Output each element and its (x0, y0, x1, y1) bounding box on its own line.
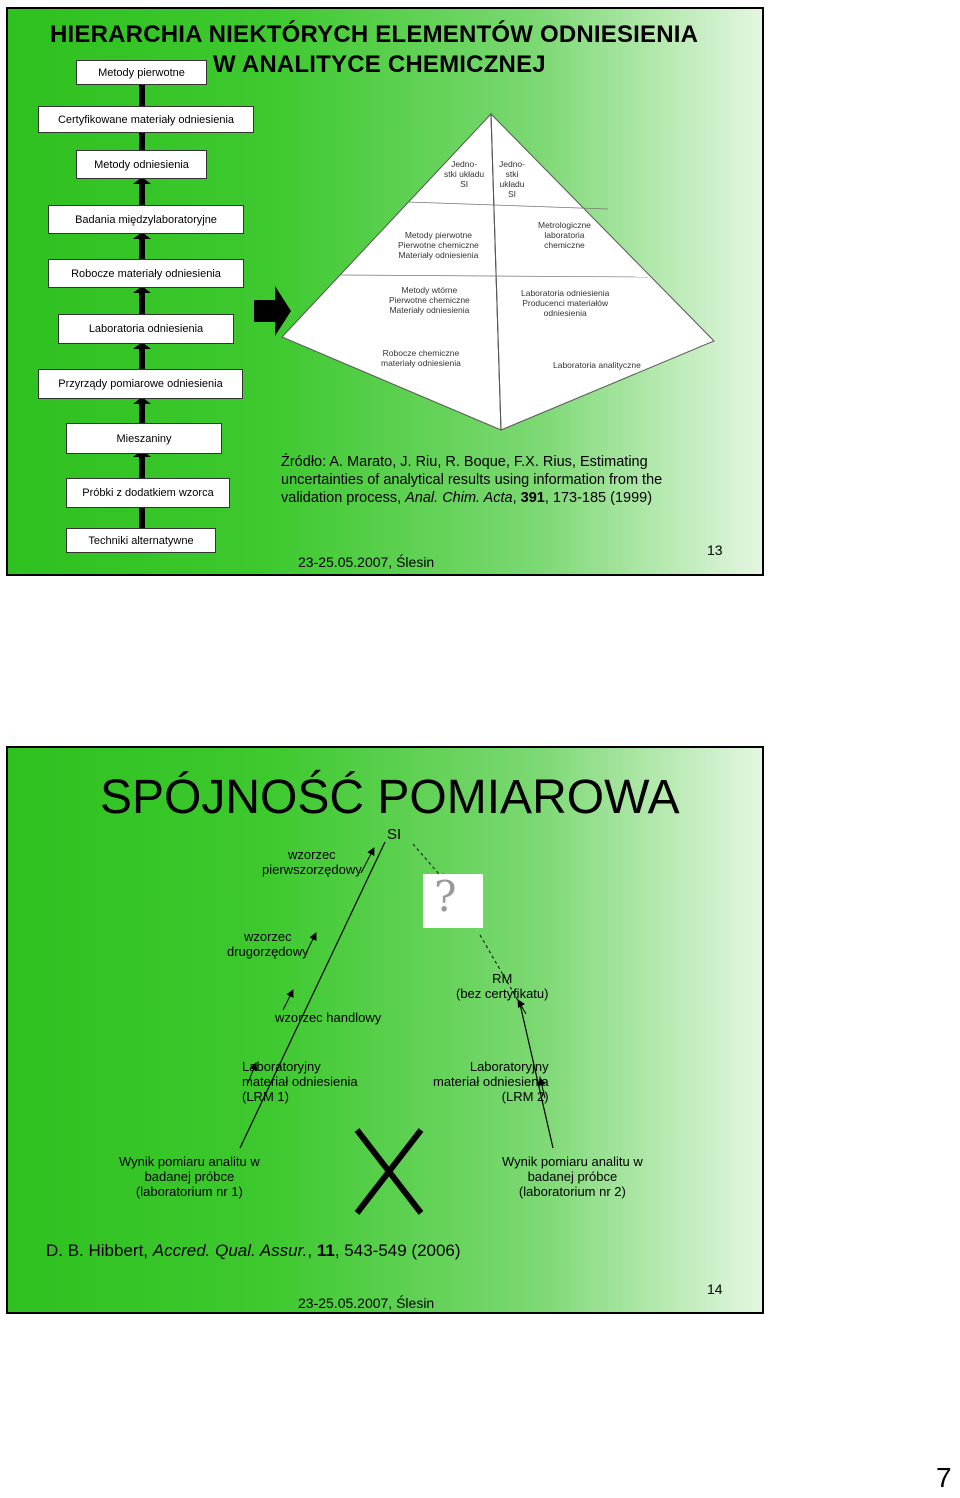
slide-13 (6, 7, 764, 576)
pyramid-right-level2: Laboratoria odniesienia Producenci materiałów odniesienia (521, 288, 610, 318)
source-line3: validation process, Anal. Chim. Acta, 391, 173-185 (1999) (281, 490, 653, 506)
source-line2: uncertainties of analytical results using information from the (281, 472, 663, 488)
pyramid-left-level3: Robocze chemiczne materiały odniesienia (381, 348, 461, 368)
slide-title: SPÓJNOŚĆ POMIAROWA (100, 771, 680, 824)
slide-date: 23-25.05.2007, Ślesin (298, 1295, 435, 1311)
result-lab2: Wynik pomiaru analitu w badanej próbce (laboratorium nr 2) (502, 1154, 643, 1199)
slide-date: 23-25.05.2007, Ślesin (298, 554, 435, 570)
pyramid-left-level1: Metody pierwotne Pierwotne chemiczne Materiały odniesienia (398, 230, 479, 260)
chain-box-reference-instruments: Przyrządy pomiarowe odniesienia (38, 369, 243, 399)
question-mark-icon: ? (434, 872, 457, 921)
chain-box-reference-methods: Metody odniesienia (76, 150, 207, 179)
source-citation (281, 453, 662, 507)
chain-box-alternative-techniques: Techniki alternatywne (66, 528, 216, 553)
chain-box-mixtures: Mieszaniny (66, 423, 222, 454)
slide-14 (6, 746, 764, 1314)
lrm1-label: Laboratoryjny materiał odniesienia (LRM 1) (242, 1059, 358, 1104)
chain-box-primary-methods: Metody pierwotne (76, 60, 207, 85)
chain-box-reference-labs: Laboratoria odniesienia (58, 314, 234, 344)
slide-title-line2: W ANALITYCE CHEMICZNEJ (213, 51, 546, 78)
page-number: 7 (936, 1462, 952, 1493)
working-standard: wzorzec handlowy (275, 1010, 382, 1025)
slide-number: 14 (707, 1281, 723, 1297)
reference-citation: D. B. Hibbert, Accred. Qual. Assur., 11, 543-549 (2006) (46, 1241, 461, 1260)
pyramid-apex-left: Jedno- stki układu SI (444, 159, 485, 189)
rm-label: RM (bez certyfikatu) (456, 971, 549, 1001)
pyramid-right-level3: Laboratoria analityczne (553, 360, 641, 370)
slide-title-line1: HIERARCHIA NIEKTÓRYCH ELEMENTÓW ODNIESIENIA (50, 21, 699, 48)
traceability-diagram (8, 748, 764, 1314)
chain-box-spiked-samples: Próbki z dodatkiem wzorca (66, 478, 230, 508)
chain-box-interlab: Badania międzylaboratoryjne (48, 205, 244, 234)
pyramid-apex-right: Jedno- stki układu SI (499, 159, 525, 199)
chain-box-working-rm: Robocze materiały odniesienia (48, 259, 244, 288)
primary-standard: wzorzec pierwszorzędowy (262, 847, 362, 877)
slide-number: 13 (707, 542, 723, 558)
result-lab1: Wynik pomiaru analitu w badanej próbce (laboratorium nr 1) (119, 1154, 260, 1199)
secondary-standard: wzorzec drugorzędowy (227, 929, 309, 959)
pyramid-right-level1: Metrologiczne laboratoria chemiczne (538, 220, 591, 250)
source-line1: Źródło: A. Marato, J. Riu, R. Boque, F.X. Rius, Estimating (281, 454, 648, 470)
si-label: SI (387, 826, 402, 843)
pyramid-left-level2: Metody wtórne Pierwotne chemiczne Materiały odniesienia (389, 285, 470, 315)
lrm2-label: Laboratoryjny materiał odniesienia (LRM 2) (433, 1059, 549, 1104)
chain-box-crm: Certyfikowane materiały odniesienia (38, 106, 254, 133)
